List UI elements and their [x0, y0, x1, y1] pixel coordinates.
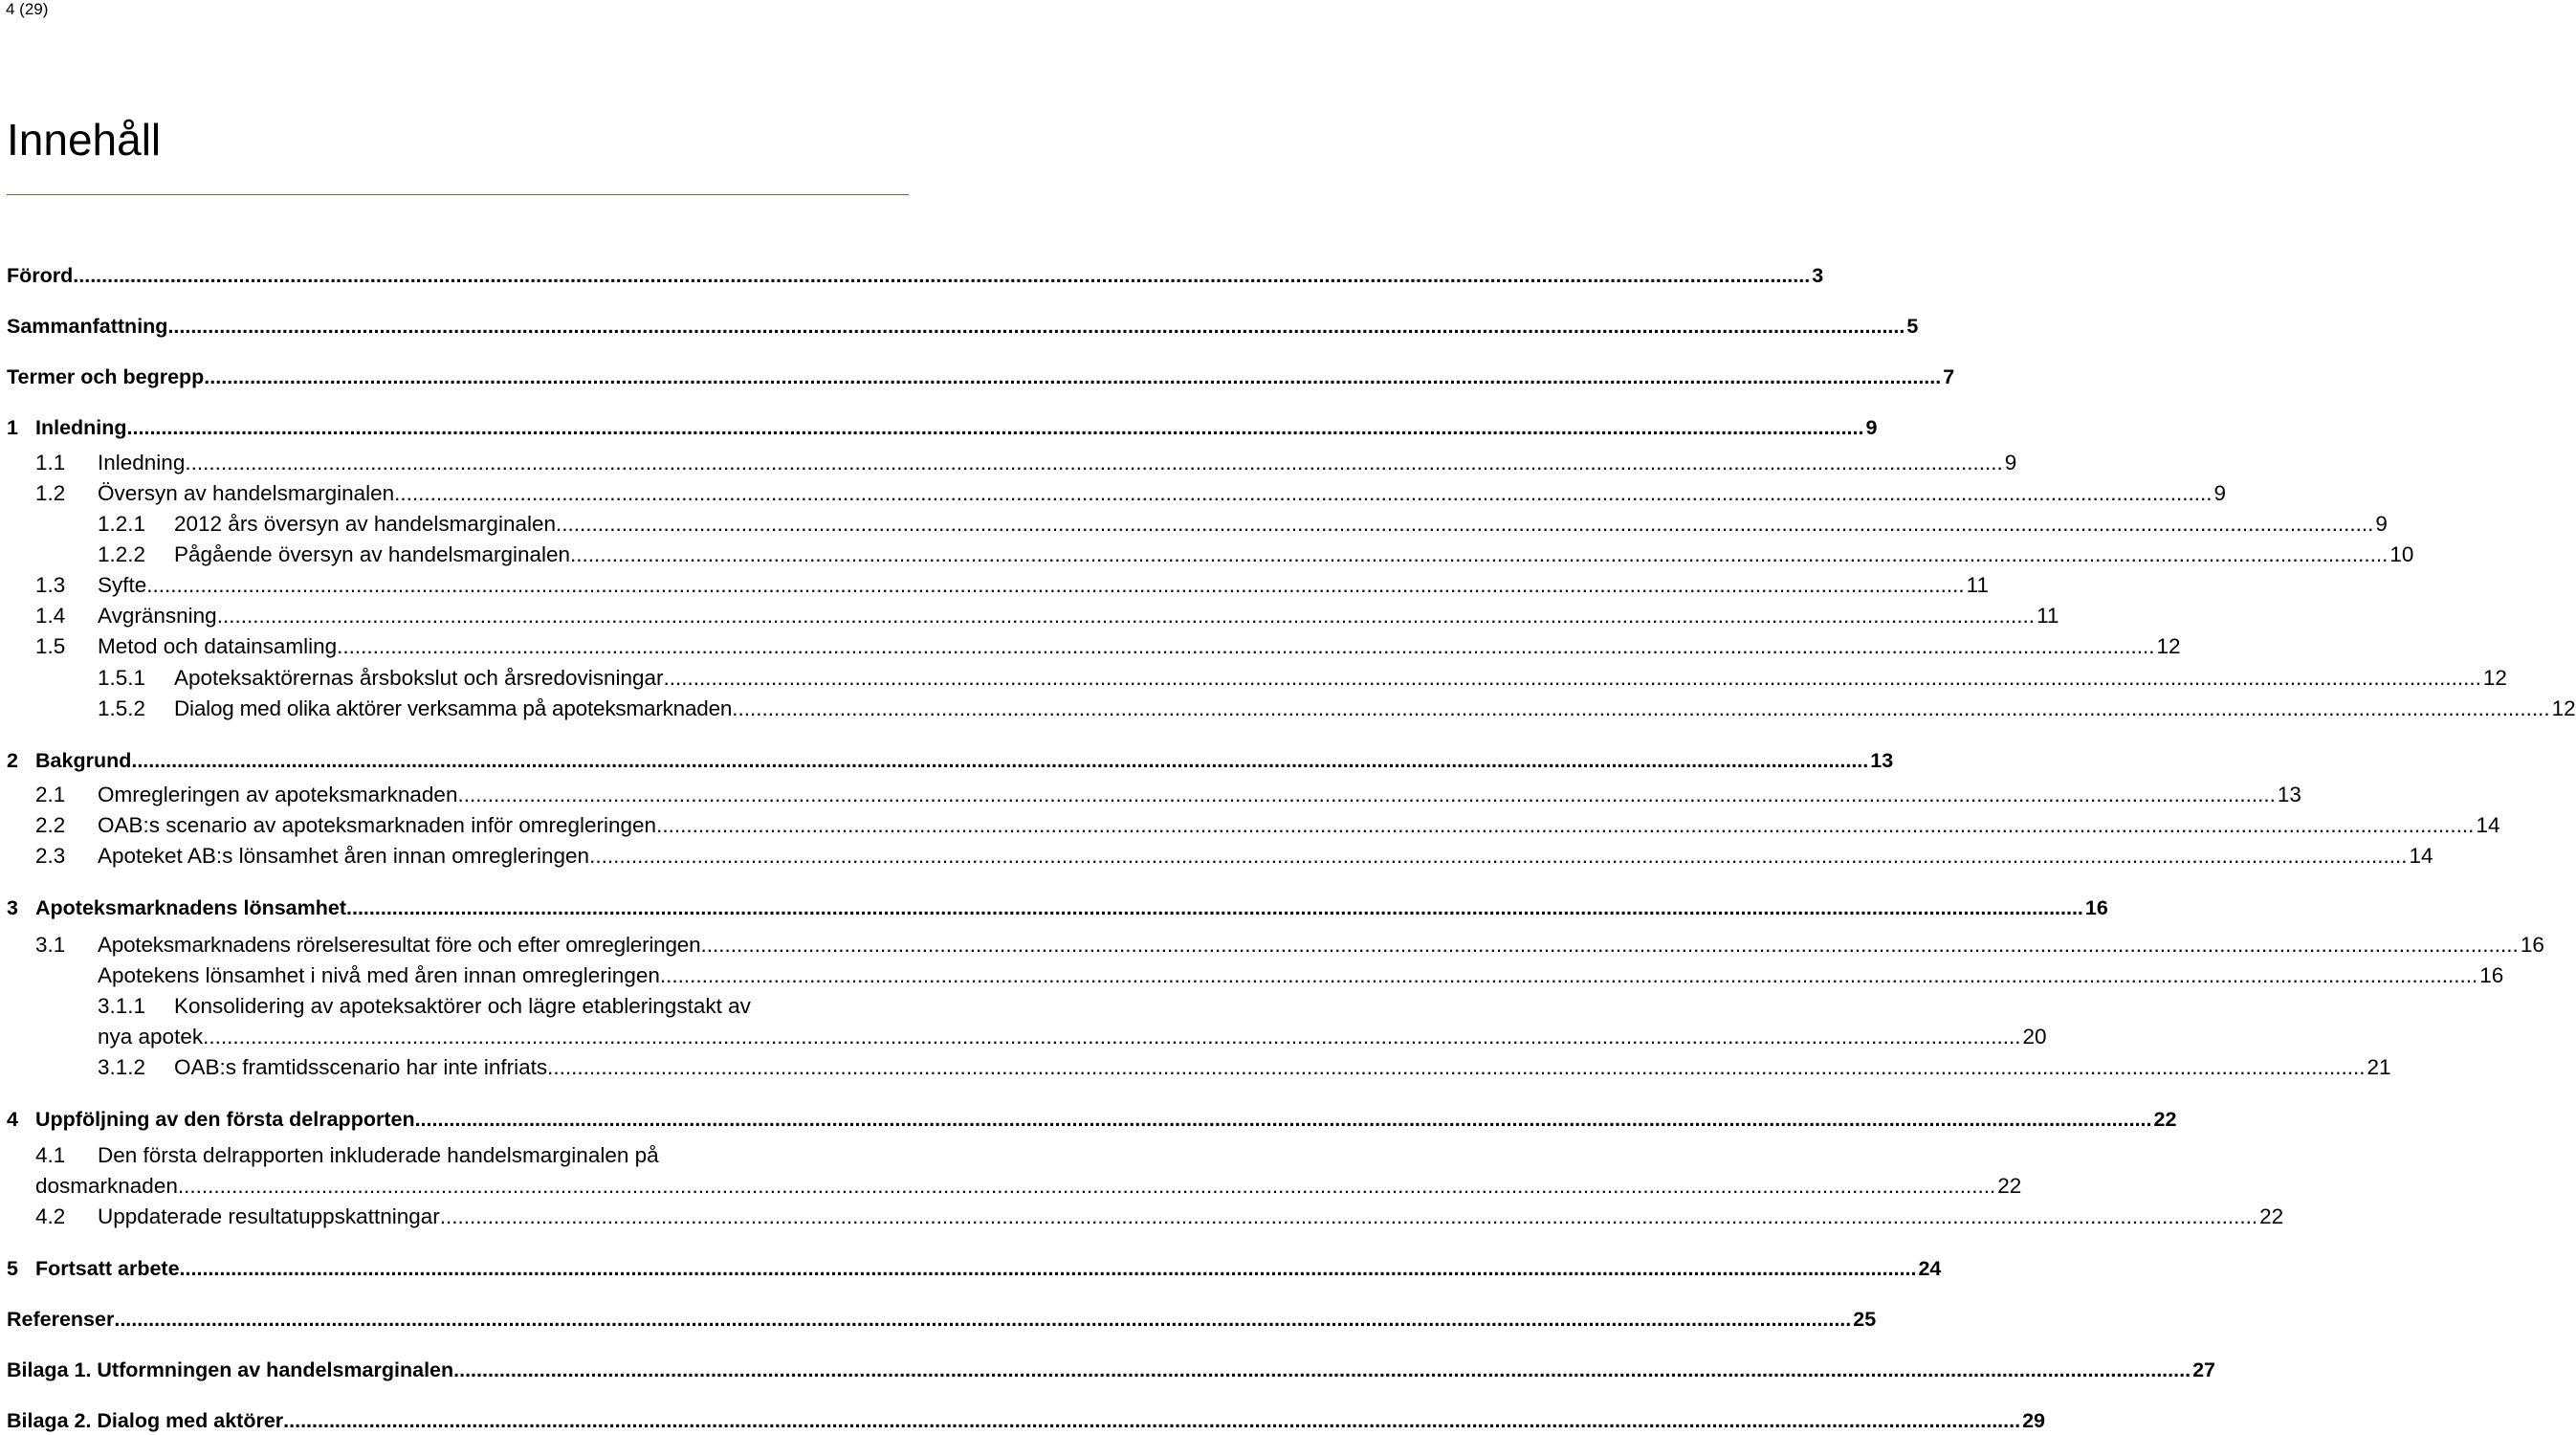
toc-entry-number: 3.1.1 [98, 994, 146, 1018]
toc-leader-dots [415, 1106, 2152, 1133]
toc-entry-number: 2.3 [35, 844, 66, 868]
toc-entry-number: 1.3 [35, 573, 66, 597]
toc-entry-page: 9 [2213, 481, 2227, 505]
toc-entry-number: 2.1 [35, 783, 66, 806]
toc-entry-text: Inledning [98, 451, 186, 475]
toc-entry-1-2[interactable] [35, 480, 2227, 507]
toc-entry-page: 9 [2375, 512, 2388, 536]
toc-entry-page: 22 [1997, 1174, 2022, 1198]
toc-entry-page: 11 [1966, 573, 1990, 597]
toc-entry-text: Avgränsning [98, 604, 217, 628]
toc-entry-1-4[interactable] [35, 603, 2059, 629]
toc-entry-page: 7 [1943, 365, 1955, 388]
toc-entry-3-1-1[interactable] [98, 993, 2047, 1050]
toc-entry-text: Bakgrund [35, 749, 132, 772]
toc-entry-number: 2 [7, 749, 18, 772]
toc-entry-3-1[interactable] [35, 932, 2544, 959]
toc-entry-text: Apoteksmarknadens lönsamhet [35, 896, 346, 919]
toc-entry-4-1[interactable] [35, 1142, 2022, 1200]
toc-entry-text: Inledning [35, 416, 127, 439]
toc-entry-number: 1.5.1 [98, 666, 146, 690]
toc-entry-line [98, 1024, 2047, 1050]
toc-leader-dots [660, 962, 2477, 989]
toc-entry-text-continued: nya apotek [98, 1025, 204, 1049]
toc-entry-page: 12 [2482, 666, 2507, 690]
toc-entry-page: 14 [2409, 844, 2433, 868]
toc-leader-dots [732, 695, 2549, 722]
toc-entry-2-2[interactable] [35, 812, 2500, 839]
toc-entry-text: Bilaga 1. Utformningen av handelsmarginalen [7, 1358, 454, 1381]
toc-entry-text: 2012 års översyn av handelsmarginalen [174, 512, 556, 536]
toc-leader-dots [664, 665, 2481, 692]
toc-entry-text: Översyn av handelsmarginalen [98, 481, 395, 505]
toc-entry-3-1-2[interactable] [98, 1054, 2391, 1081]
toc-entry-page: 22 [2153, 1108, 2177, 1131]
toc-entry-bilaga-2[interactable] [7, 1407, 2045, 1434]
toc-leader-dots [73, 262, 1810, 289]
toc-entry-5[interactable] [7, 1255, 1942, 1282]
toc-entry-text: Apotekens lönsamhet i nivå med åren innan omregleringen [98, 963, 660, 987]
toc-leader-dots [440, 1203, 2257, 1230]
toc-entry-number: 3.1 [35, 933, 66, 957]
toc-entry-referenser[interactable] [7, 1306, 1877, 1333]
toc-entry-text: OAB:s scenario av apoteksmarknaden inför omregleringen [98, 813, 657, 837]
toc-leader-dots [114, 1306, 1851, 1333]
toc-entry-number: 4.2 [35, 1204, 66, 1228]
toc-entry-forord[interactable] [7, 262, 1824, 289]
toc-entry-page: 16 [2479, 963, 2504, 987]
toc-entry-page: 24 [1918, 1257, 1942, 1280]
toc-leader-dots [127, 414, 1864, 441]
toc-entry-page: 16 [2520, 933, 2544, 957]
toc-entry-1-5[interactable] [35, 633, 2181, 660]
toc-entry-text: Bilaga 2. Dialog med aktörer [7, 1409, 284, 1432]
page-title: Innehåll [7, 115, 162, 165]
toc-entry-number: 3 [7, 896, 18, 919]
toc-entry-number: 3.1.2 [98, 1055, 146, 1079]
toc-entry-page: 12 [2156, 634, 2181, 658]
toc-entry-page: 13 [1870, 749, 1894, 772]
toc-entry-page: 9 [1865, 416, 1878, 439]
toc-entry-text-continued: dosmarknaden [35, 1174, 178, 1198]
toc-leader-dots [180, 1255, 1917, 1282]
toc-entry-text: Fortsatt arbete [35, 1257, 180, 1280]
toc-entry-line [35, 1142, 907, 1169]
toc-entry-text: Omregleringen av apoteksmarknaden [98, 783, 458, 806]
toc-entry-text: Den första delrapporten inkluderade handelsmarginalen på [98, 1143, 659, 1167]
toc-entry-number: 5 [7, 1257, 18, 1280]
toc-entry-number: 1.4 [35, 604, 66, 628]
toc-leader-dots [457, 782, 2275, 808]
toc-entry-number: 1.5 [35, 634, 66, 658]
toc-leader-dots [547, 1054, 2365, 1081]
toc-entry-number: 4.1 [35, 1143, 66, 1167]
toc-leader-dots [167, 313, 1904, 340]
toc-leader-dots [204, 364, 1941, 390]
toc-entry-page: 25 [1853, 1308, 1877, 1331]
toc-entry-1-5-2[interactable] [98, 695, 2576, 722]
toc-leader-dots [589, 843, 2407, 870]
toc-entry-text: Dialog med olika aktörer verksamma på apoteksmarknaden [174, 696, 733, 720]
toc-entry-text: OAB:s framtidsscenario har inte infriats [174, 1055, 548, 1079]
toc-entry-text: Termer och begrepp [7, 365, 205, 388]
toc-leader-dots [556, 511, 2373, 538]
toc-entry-number: 1.2.1 [98, 512, 146, 536]
toc-entry-page: 11 [2037, 604, 2059, 628]
toc-leader-dots [131, 747, 1868, 774]
toc-leader-dots [146, 572, 1964, 599]
toc-entry-termer[interactable] [7, 364, 1955, 390]
toc-leader-dots [656, 812, 2474, 839]
toc-entry-page: 12 [2551, 696, 2576, 720]
toc-entry-text: Syfte [98, 573, 147, 597]
toc-entry-text: Uppdaterade resultatuppskattningar [98, 1204, 440, 1228]
toc-leader-dots [283, 1407, 2020, 1434]
toc-entry-page: 5 [1906, 315, 1919, 338]
toc-entry-page: 27 [2192, 1358, 2215, 1381]
toc-entry-text: Referenser [7, 1308, 115, 1331]
toc-leader-dots [394, 480, 2212, 507]
toc-entry-number: 1.2.2 [98, 542, 146, 566]
toc-leader-dots [453, 1357, 2191, 1383]
toc-entry-text: Konsolidering av apoteksaktörer och lägre etableringstakt av [174, 994, 751, 1018]
toc-entry-3[interactable] [7, 894, 2108, 921]
toc-entry-page: 20 [2022, 1025, 2047, 1049]
toc-entry-page: 9 [2004, 451, 2017, 475]
toc-entry-line [35, 1173, 2022, 1200]
toc-entry-number: 1 [7, 416, 18, 439]
toc-entry-2-3[interactable] [35, 843, 2433, 870]
toc-entry-text: Pågående översyn av handelsmarginalen [174, 542, 571, 566]
toc-entry-1-2-1[interactable] [98, 511, 2388, 538]
toc-leader-dots [203, 1024, 2020, 1050]
toc-entry-1-1[interactable] [35, 450, 2017, 476]
toc-leader-dots [178, 1173, 1995, 1200]
toc-entry-text: Förord [7, 264, 74, 287]
toc-entry-text: Apoteksaktörernas årsbokslut och årsredovisningar [174, 666, 664, 690]
page-number: 4 (29) [6, 0, 49, 18]
toc-entry-page: 3 [1812, 264, 1824, 287]
toc-entry-page: 13 [2277, 783, 2301, 806]
toc-entry-3-1-a[interactable] [98, 962, 2504, 989]
toc-entry-number: 4 [7, 1108, 18, 1131]
toc-leader-dots [217, 603, 2035, 629]
toc-entry-page: 22 [2259, 1204, 2284, 1228]
toc-entry-text: Apoteksmarknadens rörelseresultat före och efter omregleringen [98, 933, 701, 957]
toc-entry-text: Apoteket AB:s lönsamhet åren innan omregleringen [98, 844, 590, 868]
toc-entry-number: 1.5.2 [98, 696, 146, 720]
toc-entry-sammanfattning[interactable] [7, 313, 1919, 340]
toc-entry-bilaga-1[interactable] [7, 1357, 2215, 1383]
toc-leader-dots [700, 932, 2518, 959]
toc-entry-number: 1.2 [35, 481, 66, 505]
toc-entry-text: Sammanfattning [7, 315, 168, 338]
toc-entry-1[interactable] [7, 414, 1878, 441]
toc-leader-dots [185, 450, 2002, 476]
toc-entry-number: 2.2 [35, 813, 66, 837]
toc-leader-dots [337, 633, 2154, 660]
title-divider [7, 194, 909, 195]
toc-entry-4-2[interactable] [35, 1203, 2284, 1230]
toc-entry-1-5-1[interactable] [98, 665, 2507, 692]
toc-leader-dots [346, 894, 2083, 921]
toc-entry-text: Uppföljning av den första delrapporten [35, 1108, 415, 1131]
toc-entry-2[interactable] [7, 747, 1894, 774]
toc-entry-page: 10 [2389, 542, 2414, 566]
toc-entry-number: 1.1 [35, 451, 66, 475]
toc-entry-text: Metod och datainsamling [98, 634, 338, 658]
toc-leader-dots [570, 541, 2388, 568]
toc-entry-page: 14 [2476, 813, 2500, 837]
toc-entry-page: 29 [2022, 1409, 2045, 1432]
toc-entry-1-2-2[interactable] [98, 541, 2414, 568]
toc-entry-page: 21 [2367, 1055, 2391, 1079]
toc-entry-line [98, 993, 907, 1020]
toc-entry-1-3[interactable] [35, 572, 1990, 599]
toc-entry-2-1[interactable] [35, 782, 2301, 808]
toc-entry-page: 16 [2084, 896, 2108, 919]
toc-entry-4[interactable] [7, 1106, 2177, 1133]
